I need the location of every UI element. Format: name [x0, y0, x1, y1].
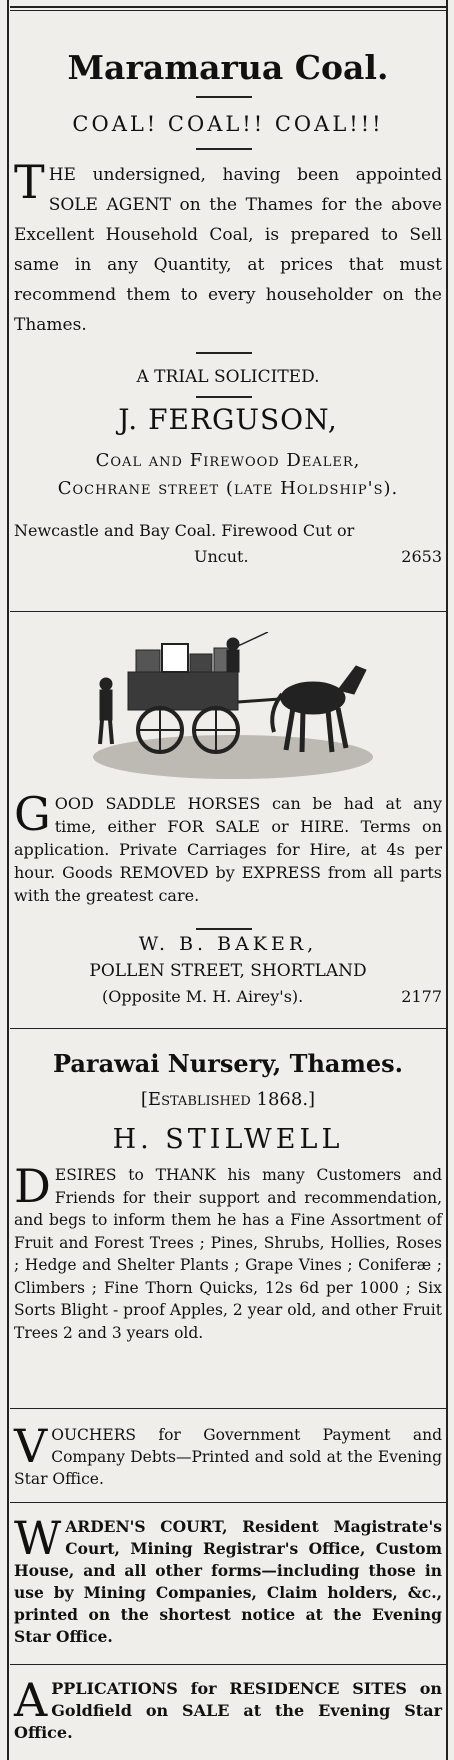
section-divider: [10, 1028, 446, 1029]
ad-body: [14, 155, 442, 340]
section-divider: [10, 1664, 446, 1665]
opposite-line: [14, 984, 442, 1010]
ad-number: 2653: [401, 547, 442, 566]
drop-cap: A: [14, 1673, 48, 1727]
body-text: PPLICATIONS for RESIDENCE SITES on Goldfield on SALE at the Evening Star Office.: [14, 1679, 442, 1742]
ad-body: [14, 787, 442, 907]
proprietor-name: W. B. BAKER,: [138, 933, 318, 955]
section-divider: [10, 1502, 446, 1503]
dealer-address: Cochrane street (late Holdship's).: [57, 478, 399, 499]
body-text: ARDEN'S COURT, Resident Magistrate's Court, Mining Registrar's Office, Custom House, and all other forms—including those in use by Mining Companies, Claim holders, &c., printed on the shortest notice at the Evening Star Office.: [14, 1517, 442, 1646]
section-divider: [10, 1408, 446, 1409]
top-rule: [10, 6, 446, 8]
ad-body: [14, 1673, 442, 1744]
nursery-owner: H. STILWELL: [112, 1124, 344, 1155]
drop-cap: V: [14, 1419, 48, 1473]
footer-line-1: Newcastle and Bay Coal. Firewood Cut or: [14, 521, 355, 540]
top-rule-thin: [10, 10, 446, 11]
ad-body: [14, 1159, 442, 1344]
left-column-rule: [7, 0, 9, 1760]
short-rule: [196, 352, 252, 354]
right-column-rule: [446, 0, 448, 1760]
ad-title: Maramarua Coal.: [67, 48, 389, 87]
dealer-name: J. FERGUSON,: [118, 403, 338, 436]
ad-number: 2177: [401, 987, 442, 1006]
opposite-text: (Opposite M. H. Airey's).: [102, 987, 304, 1006]
ad-slogan: COAL! COAL!! COAL!!!: [72, 112, 384, 136]
section-divider: [10, 611, 446, 612]
short-rule: [196, 96, 252, 98]
footer-line-2: [14, 544, 442, 570]
drop-cap: T: [14, 155, 45, 209]
dealer-trade: Coal and Firewood Dealer,: [95, 450, 361, 471]
trial-line: A TRIAL SOLICITED.: [136, 367, 320, 387]
short-rule: [196, 148, 252, 150]
drop-cap: G: [14, 787, 51, 841]
body-text: OUCHERS for Government Payment and Company Debts—Printed and sold at the Evening Star Office.: [14, 1426, 442, 1488]
ad-body: [14, 1511, 442, 1648]
drop-cap: W: [14, 1511, 62, 1565]
established-line: [Established 1868.]: [140, 1089, 316, 1110]
body-text: OOD SADDLE HORSES can be had at any time, either FOR SALE or HIRE. Terms on application. Private Carriages for Hire, at 4s per hour. Goods REMOVED by EXPRESS from all parts with the greatest care.: [14, 794, 442, 905]
short-rule: [196, 396, 252, 398]
body-text: HE undersigned, having been appointed SOLE AGENT on the Thames for the above Excellent Household Coal, is prepared to Sell same in any Quantity, at prices that must recommend them to every householder on the Thames.: [14, 165, 442, 335]
ad-title: Parawai Nursery, Thames.: [52, 1049, 404, 1078]
express-wagon-engraving: [88, 632, 378, 782]
footer-uncut: Uncut.: [194, 547, 249, 566]
ad-body: [14, 1419, 442, 1490]
drop-cap: D: [14, 1159, 51, 1213]
proprietor-address: POLLEN STREET, SHORTLAND: [89, 961, 367, 981]
body-text: ESIRES to THANK his many Customers and Friends for their support and recommendation, and begs to inform them he has a Fine Assortment of Fruit and Forest Trees ; Pines, Shrubs, Hollies, Roses ; Hedge and Shelter Plants ; Grape Vines ; Coniferæ ; Climbers ; Fine Thorn Quicks, 12s 6d per 1000 ; Six Sorts Blight - proof Apples, 2 year old, and other Fruit Trees 2 and 3 years old.: [14, 1166, 442, 1342]
